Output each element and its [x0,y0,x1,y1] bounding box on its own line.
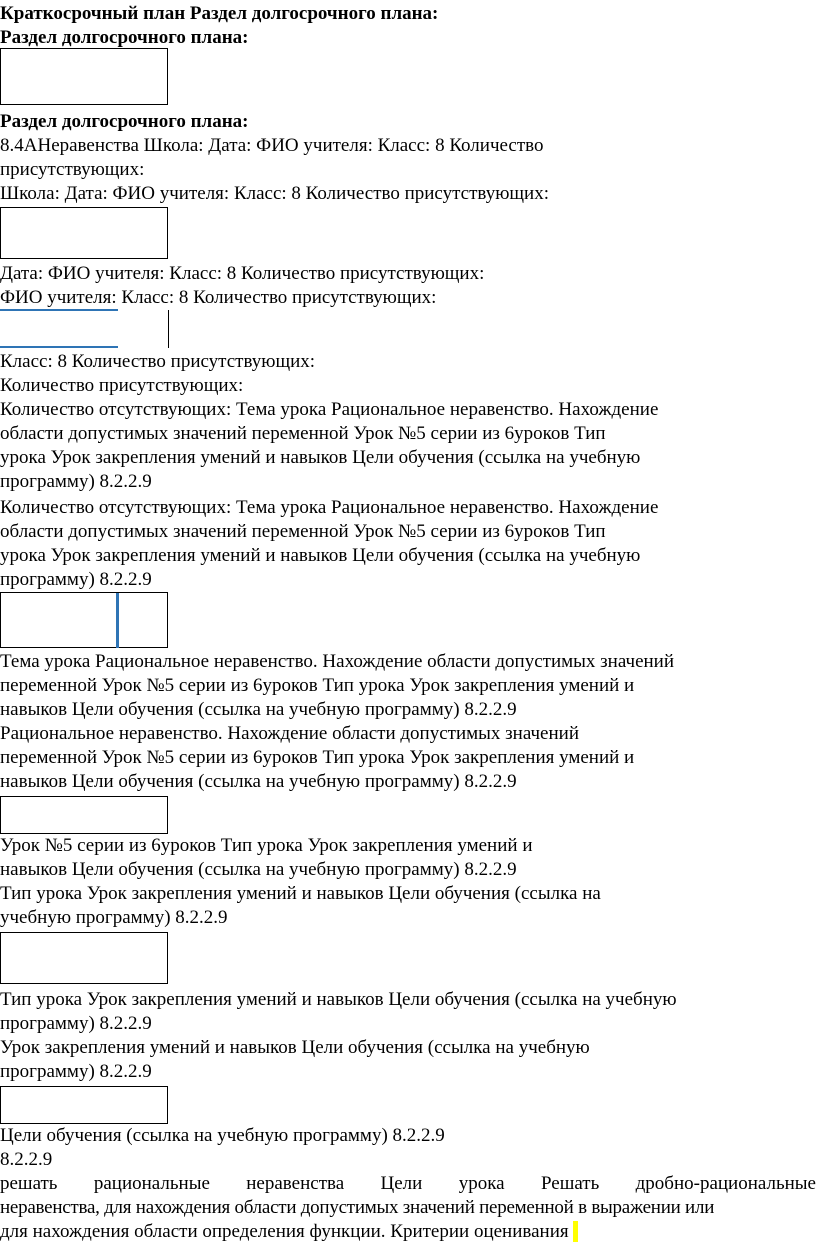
highlight-marker [573,1221,578,1242]
text-line-17: урока Урок закрепления умений и навыков Цели обучения (ссылка на учебную [0,545,641,566]
text-line-11: Количество отсутствующих: Тема урока Рациональное неравенство. Нахождение [0,399,659,420]
text-line-30: программу) 8.2.2.9 [0,1013,152,1034]
table-border-accent [0,346,118,348]
text-line-18: программу) 8.2.2.9 [0,569,152,590]
text-line-13: урока Урок закрепления умений и навыков Цели обучения (ссылка на учебную [0,447,641,468]
text-line-10: Количество присутствующих: [0,375,244,396]
text-line-20: переменной Урок №5 серии из 6уроков Тип урока Урок закрепления умений и [0,675,635,696]
table-cell-frame [0,1086,168,1124]
text-line-22: Рациональное неравенство. Нахождение области допустимых значений [0,723,579,744]
text-line-5: присутствующих: [0,159,145,180]
table-border [168,310,169,348]
text-line-23: переменной Урок №5 серии из 6уроков Тип урока Урок закрепления умений и [0,747,635,768]
text-line-33: Цели обучения (ссылка на учебную программу) 8.2.2.9 [0,1125,445,1146]
text-line-3: Раздел долгосрочного плана: [0,111,249,132]
text-line-6: Школа: Дата: ФИО учителя: Класс: 8 Количество присутствующих: [0,183,549,204]
text-line-25: Урок №5 серии из 6уроков Тип урока Урок закрепления умений и [0,835,533,856]
text-line-14: программу) 8.2.2.9 [0,471,152,492]
table-cell-frame [0,48,168,105]
table-cell-frame [0,592,168,648]
table-border-accent [116,593,119,648]
text-line-8: ФИО учителя: Класс: 8 Количество присутствующих: [0,287,437,308]
text-line-26: навыков Цели обучения (ссылка на учебную программу) 8.2.2.9 [0,859,517,880]
text-line-21: навыков Цели обучения (ссылка на учебную программу) 8.2.2.9 [0,699,517,720]
text-line-35: решать рациональные неравенства Цели урока Решать дробно-рациональные [0,1173,816,1194]
text-line-15: Количество отсутствующих: Тема урока Рациональное неравенство. Нахождение [0,497,659,518]
text-line-16: области допустимых значений переменной Урок №5 серии из 6уроков Тип [0,521,606,542]
text-line-24: навыков Цели обучения (ссылка на учебную программу) 8.2.2.9 [0,771,517,792]
table-cell-frame [0,796,168,834]
text-line-7: Дата: ФИО учителя: Класс: 8 Количество присутствующих: [0,263,485,284]
text-line-4: 8.4АНеравенства Школа: Дата: ФИО учителя: Класс: 8 Количество [0,135,544,156]
text-line-2: Раздел долгосрочного плана: [0,27,249,48]
text-line-19: Тема урока Рациональное неравенство. Нахождение области допустимых значений [0,651,675,672]
text-line-12: области допустимых значений переменной Урок №5 серии из 6уроков Тип [0,423,606,444]
text-line-29: Тип урока Урок закрепления умений и навыков Цели обучения (ссылка на учебную [0,989,677,1010]
text-line-36: неравенства, для нахождения области допустимых значений переменной в выражении или [0,1197,715,1218]
text-line-31: Урок закрепления умений и навыков Цели обучения (ссылка на учебную [0,1037,590,1058]
text-line-37: для нахождения области определения функции. Критерии оценивания [0,1220,578,1244]
table-border-accent [0,309,118,311]
text-line-34: 8.2.2.9 [0,1149,53,1170]
text-line-9: Класс: 8 Количество присутствующих: [0,351,316,372]
text-line-27: Тип урока Урок закрепления умений и навыков Цели обучения (ссылка на [0,883,601,904]
table-cell-frame [0,207,168,259]
text-line-32: программу) 8.2.2.9 [0,1061,152,1082]
table-cell-frame [0,932,168,984]
text-line-1: Краткосрочный план Раздел долгосрочного плана: [0,3,439,24]
text-line-28: учебную программу) 8.2.2.9 [0,907,228,928]
